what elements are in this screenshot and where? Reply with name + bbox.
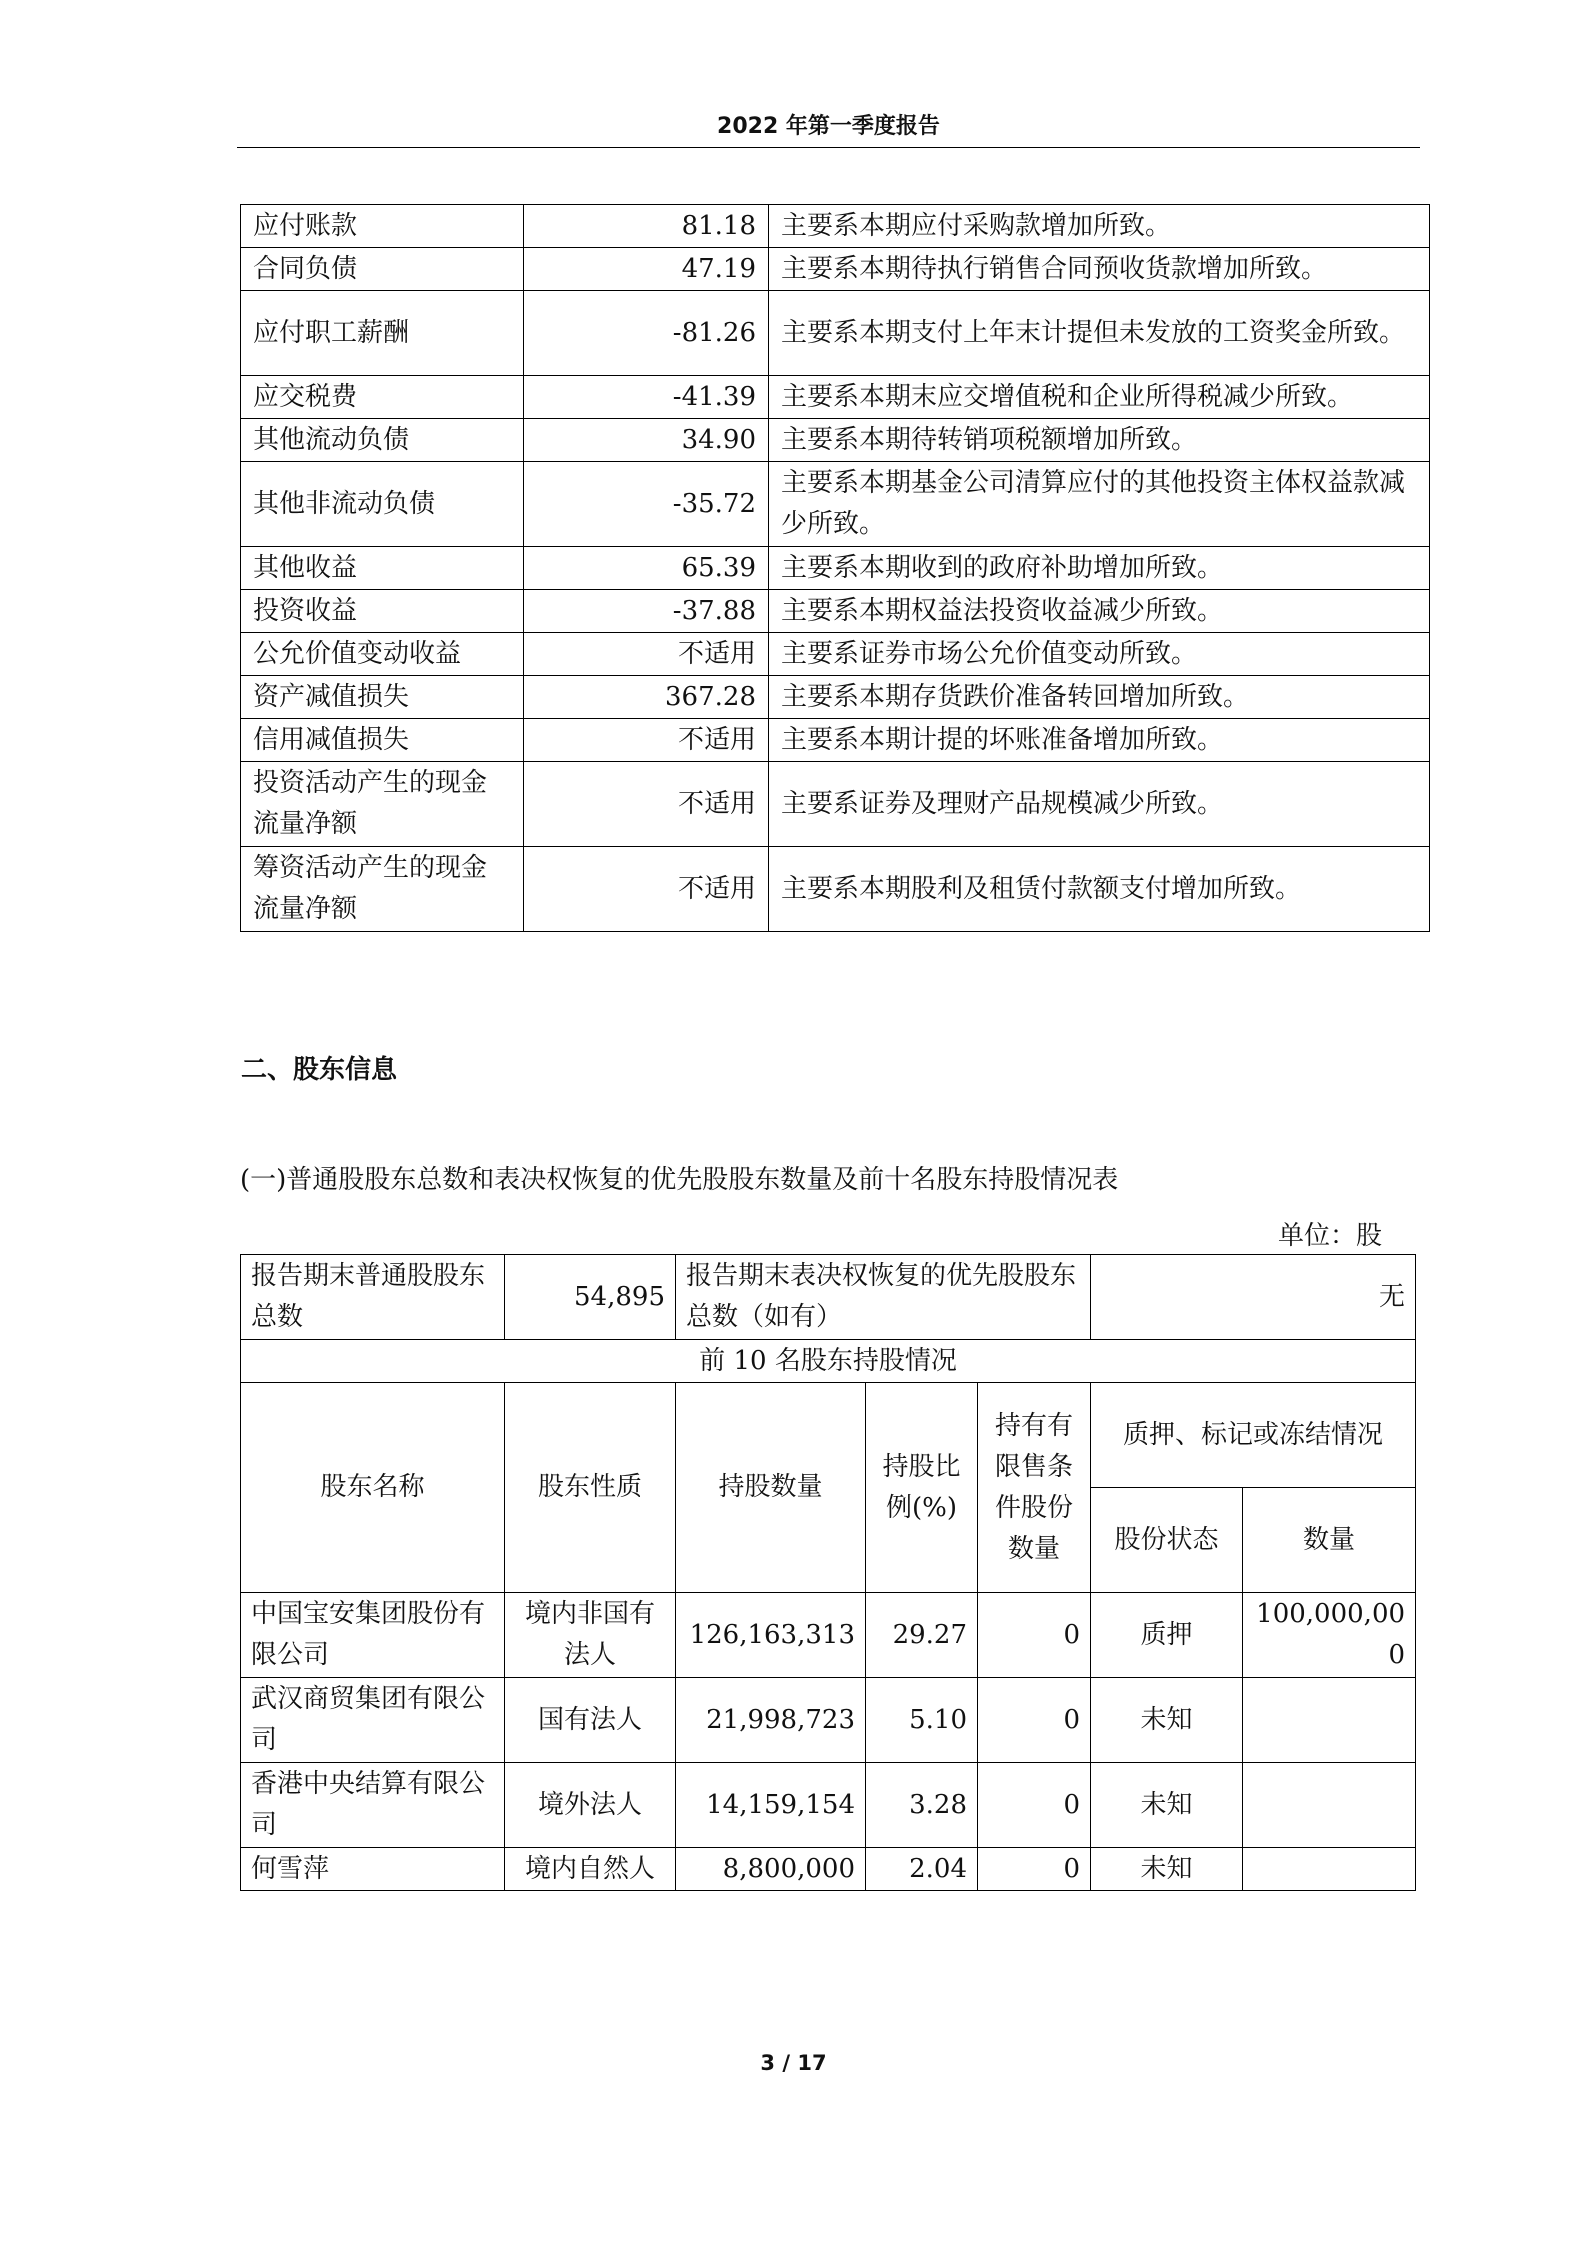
holder-restricted: 0: [978, 1593, 1091, 1678]
holder-name: 香港中央结算有限公司: [241, 1763, 505, 1848]
table-row: [241, 291, 1430, 376]
item-cell: 其他流动负债: [241, 419, 524, 462]
item-cell: 应付账款: [241, 205, 524, 248]
reason-cell: 主要系本期股利及租赁付款额支付增加所致。: [769, 847, 1430, 932]
holder-shares: 21,998,723: [676, 1678, 866, 1763]
table-row: [241, 633, 1430, 676]
item-cell: 资产减值损失: [241, 676, 524, 719]
table-row: [241, 1678, 1416, 1763]
item-cell: 应付职工薪酬: [241, 291, 524, 376]
reason-cell: 主要系本期权益法投资收益减少所致。: [769, 590, 1430, 633]
value-cell: -41.39: [524, 376, 769, 419]
unit-label: 单位：股: [1278, 1221, 1383, 1251]
holder-nature: 国有法人: [505, 1678, 676, 1763]
item-cell: 投资收益: [241, 590, 524, 633]
total-holders-label: 报告期末普通股股东总数: [241, 1255, 505, 1340]
shareholder-table: [240, 1254, 1416, 1891]
value-cell: 不适用: [524, 762, 769, 847]
col-header-pledge: 质押、标记或冻结情况: [1091, 1383, 1416, 1488]
item-cell: 投资活动产生的现金流量净额: [241, 762, 524, 847]
item-cell: 公允价值变动收益: [241, 633, 524, 676]
col-header-restricted: 持有有限售条件股份数量: [978, 1383, 1091, 1593]
holder-restricted: 0: [978, 1763, 1091, 1848]
col-header-status: 股份状态: [1091, 1488, 1243, 1593]
table-row: [241, 419, 1430, 462]
item-cell: 应交税费: [241, 376, 524, 419]
table-row: [241, 205, 1430, 248]
table-row: [241, 676, 1430, 719]
value-cell: 不适用: [524, 633, 769, 676]
value-cell: 65.39: [524, 547, 769, 590]
holder-status: 未知: [1091, 1763, 1243, 1848]
value-cell: -81.26: [524, 291, 769, 376]
holder-quantity: [1243, 1678, 1416, 1763]
holder-ratio: 2.04: [866, 1848, 978, 1891]
value-cell: 47.19: [524, 248, 769, 291]
item-cell: 其他收益: [241, 547, 524, 590]
holder-restricted: 0: [978, 1848, 1091, 1891]
col-header-name: 股东名称: [241, 1383, 505, 1593]
table-row: [241, 762, 1430, 847]
col-header-ratio: 持股比例(%): [866, 1383, 978, 1593]
holder-quantity: [1243, 1763, 1416, 1848]
table-row: [241, 719, 1430, 762]
reason-cell: 主要系本期待转销项税额增加所致。: [769, 419, 1430, 462]
subsection-title: (一)普通股股东总数和表决权恢复的优先股股东数量及前十名股东持股情况表: [240, 1165, 1119, 1195]
table-row: [241, 1763, 1416, 1848]
value-cell: 81.18: [524, 205, 769, 248]
holder-shares: 14,159,154: [676, 1763, 866, 1848]
value-cell: -37.88: [524, 590, 769, 633]
section-title: 二、股东信息: [241, 1055, 398, 1085]
table-row: [241, 847, 1430, 932]
item-cell: 信用减值损失: [241, 719, 524, 762]
value-cell: 不适用: [524, 719, 769, 762]
table-row: [241, 547, 1430, 590]
col-header-quantity: 数量: [1243, 1488, 1416, 1593]
item-cell: 其他非流动负债: [241, 462, 524, 547]
holder-shares: 126,163,313: [676, 1593, 866, 1678]
reason-cell: 主要系本期基金公司清算应付的其他投资主体权益款减少所致。: [769, 462, 1430, 547]
reason-cell: 主要系本期计提的坏账准备增加所致。: [769, 719, 1430, 762]
holder-status: 未知: [1091, 1678, 1243, 1763]
reason-cell: 主要系证券及理财产品规模减少所致。: [769, 762, 1430, 847]
value-cell: 367.28: [524, 676, 769, 719]
holder-ratio: 5.10: [866, 1678, 978, 1763]
holder-nature: 境内自然人: [505, 1848, 676, 1891]
holder-shares: 8,800,000: [676, 1848, 866, 1891]
reason-cell: 主要系本期末应交增值税和企业所得税减少所致。: [769, 376, 1430, 419]
summary-row: [241, 1255, 1416, 1340]
item-cell: 筹资活动产生的现金流量净额: [241, 847, 524, 932]
reason-cell: 主要系本期待执行销售合同预收货款增加所致。: [769, 248, 1430, 291]
holder-quantity: [1243, 1848, 1416, 1891]
table-row: [241, 1593, 1416, 1678]
page-number: 3 / 17: [760, 2051, 827, 2075]
page-header: 2022 年第一季度报告: [237, 112, 1420, 148]
holder-nature: 境内非国有法人: [505, 1593, 676, 1678]
reason-cell: 主要系本期支付上年末计提但未发放的工资奖金所致。: [769, 291, 1430, 376]
balance-change-table: [240, 204, 1430, 932]
reason-cell: 主要系本期应付采购款增加所致。: [769, 205, 1430, 248]
holder-quantity: 100,000,000: [1243, 1593, 1416, 1678]
table-row: [241, 1848, 1416, 1891]
reason-cell: 主要系证券市场公允价值变动所致。: [769, 633, 1430, 676]
item-cell: 合同负债: [241, 248, 524, 291]
header-row: [241, 1383, 1416, 1488]
table-row: [241, 376, 1430, 419]
col-header-shares: 持股数量: [676, 1383, 866, 1593]
holder-restricted: 0: [978, 1678, 1091, 1763]
table-row: [241, 590, 1430, 633]
top10-title-row: [241, 1340, 1416, 1383]
holder-status: 质押: [1091, 1593, 1243, 1678]
reason-cell: 主要系本期存货跌价准备转回增加所致。: [769, 676, 1430, 719]
holder-name: 武汉商贸集团有限公司: [241, 1678, 505, 1763]
holder-status: 未知: [1091, 1848, 1243, 1891]
holder-name: 中国宝安集团股份有限公司: [241, 1593, 505, 1678]
table-row: [241, 248, 1430, 291]
holder-name: 何雪萍: [241, 1848, 505, 1891]
value-cell: -35.72: [524, 462, 769, 547]
total-holders-value: 54,895: [505, 1255, 676, 1340]
col-header-nature: 股东性质: [505, 1383, 676, 1593]
preferred-holders-value: 无: [1091, 1255, 1416, 1340]
preferred-holders-label: 报告期末表决权恢复的优先股股东总数（如有）: [676, 1255, 1091, 1340]
holder-ratio: 3.28: [866, 1763, 978, 1848]
value-cell: 34.90: [524, 419, 769, 462]
table-row: [241, 462, 1430, 547]
value-cell: 不适用: [524, 847, 769, 932]
holder-nature: 境外法人: [505, 1763, 676, 1848]
top10-title: 前 10 名股东持股情况: [241, 1340, 1416, 1383]
reason-cell: 主要系本期收到的政府补助增加所致。: [769, 547, 1430, 590]
holder-ratio: 29.27: [866, 1593, 978, 1678]
